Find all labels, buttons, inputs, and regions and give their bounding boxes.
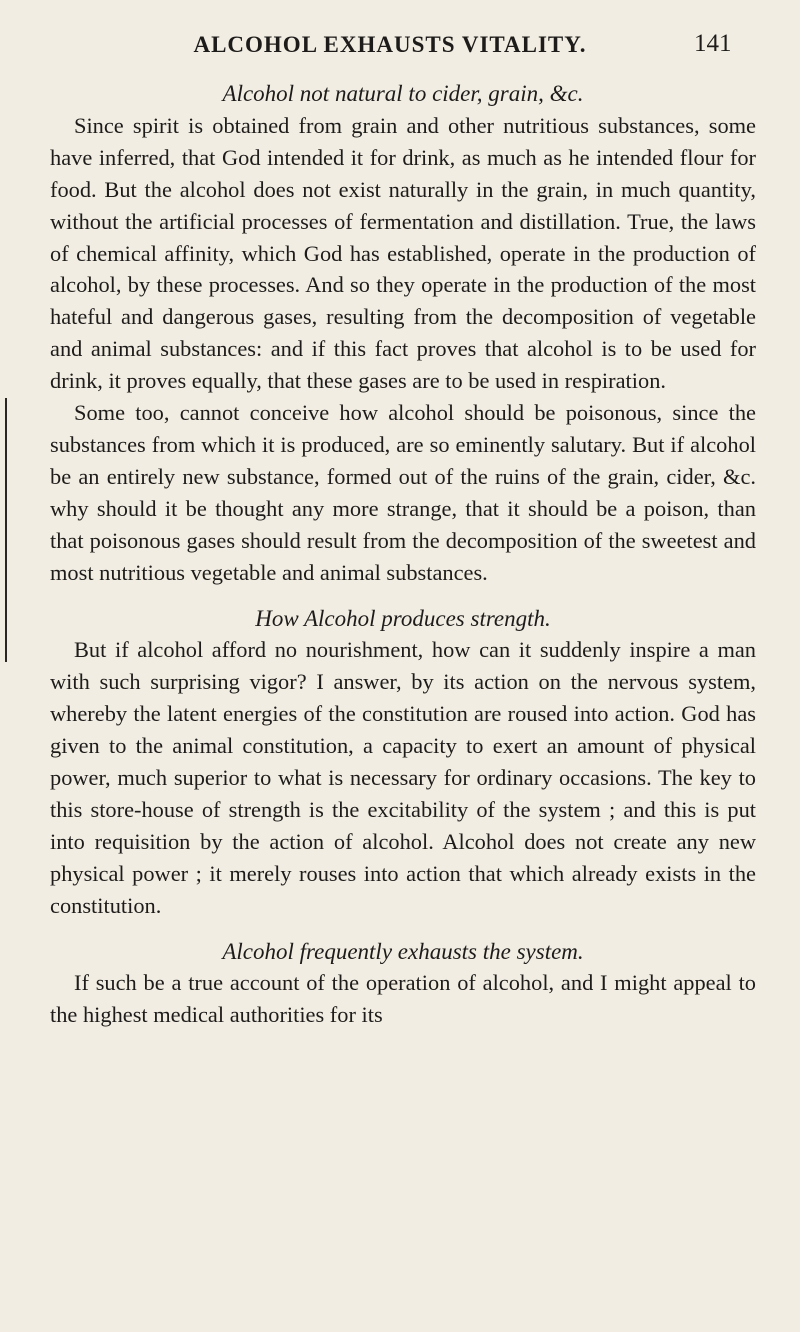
- running-title: ALCOHOL EXHAUSTS VITALITY.: [193, 32, 587, 57]
- section-gap: [50, 589, 756, 603]
- page-number: 141: [694, 30, 732, 57]
- paragraph: Some too, cannot conceive how alcohol should be poisonous, since the substances from which it is produced, are so eminently salutary. But if alcohol be an entirely new substance, formed out of the ruins of the grain, cider, &c. why should it be thought any more strange, that it should be a poison, than that poisonous gases should result from the decomposition of the sweetest and most nutritious vegetable and animal substances.: [50, 400, 756, 585]
- running-head: [0, 30, 800, 64]
- section-gap: [50, 922, 756, 936]
- section-heading: How Alcohol produces strength.: [255, 605, 551, 631]
- section-heading: Alcohol frequently exhausts the system.: [222, 938, 584, 964]
- body-text: [50, 78, 756, 1031]
- paragraph: If such be a true account of the operation of alcohol, and I might appeal to the highest medical authorities for its: [50, 970, 756, 1028]
- section-heading: Alcohol not natural to cider, grain, &c.: [222, 81, 584, 106]
- paragraph: But if alcohol afford no nourishment, how can it suddenly inspire a man with such surprising vigor? I answer, by its action on the nervous system, whereby the latent energies of the constitution are roused into action. God has given to the animal constitution, a capacity to exert an amount of physical power, much superior to what is necessary for ordinary occasions. The key to this store-house of strength is the excitability of the system ; and this is put into requisition by the action of alcohol. Alcohol does not create any new physical power ; it merely rouses into action that which already exists in the constitution.: [50, 637, 756, 918]
- paragraph: Since spirit is obtained from grain and other nutritious substances, some have inferred, that God intended it for drink, as much as he intended flour for food. But the alcohol does not exist naturally in the grain, in much quantity, without the artificial processes of fermentation and distillation. True, the laws of chemical affinity, which God has established, operate in the production of alcohol, by these processes. And so they operate in the production of the most hateful and dangerous gases, resulting from the decomposition of vegetable and animal substances: and if this fact proves that alcohol is to be used for drink, it proves equally, that these gases are to be used in respiration.: [50, 112, 756, 394]
- margin-mark: [5, 398, 7, 662]
